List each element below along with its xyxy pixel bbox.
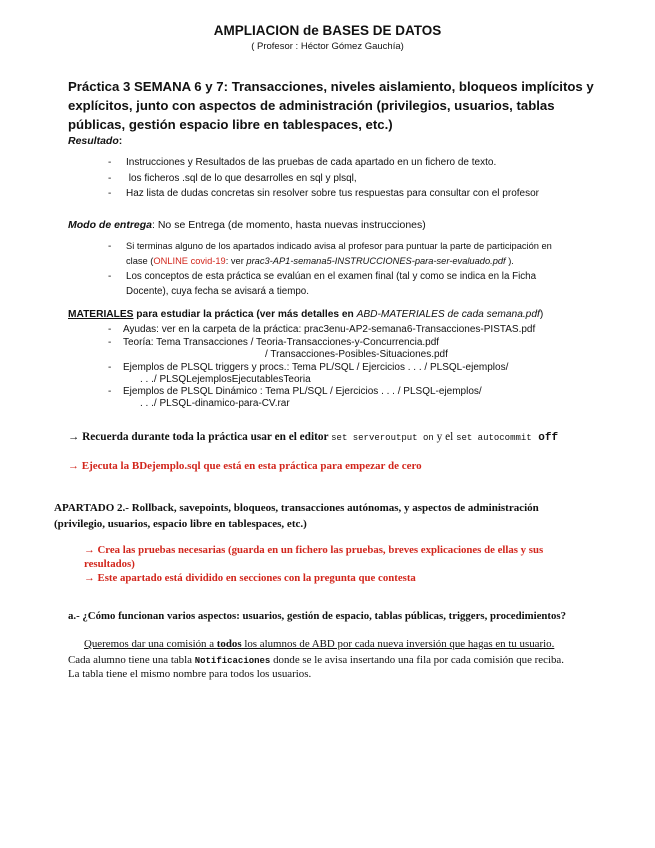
section-a-paragraph: Queremos dar una comisión a todos los alumnos de ABD por cada nueva inversión que hagas en tu usuario.	[84, 638, 555, 650]
practice-heading	[68, 77, 608, 134]
section-a-paragraph: Cada alumno tiene una tabla Notificaciones donde se le avisa insertando una fila por cada comisión que reciba.	[68, 654, 564, 666]
note-tests-cont: resultados)	[84, 558, 135, 570]
materiales-item-cont: / Transacciones-Posibles-Situaciones.pdf	[265, 349, 448, 360]
entrega-item: Los conceptos de esta práctica se evalúan en el examen final (tal y como se indica en la Ficha	[126, 271, 537, 282]
note-sections: → Este apartado está dividido en secciones con la pregunta que contesta	[84, 572, 416, 584]
bullet-dash: -	[108, 324, 112, 335]
resultado-item: los ficheros .sql de lo que desarrolles en sql y plsql,	[126, 173, 357, 184]
materiales-item: Teoría: Tema Transacciones / Teoria-Transacciones-y-Concurrencia.pdf	[123, 337, 440, 348]
section-a-question: a.- ¿Cómo funcionan varios aspectos: usuarios, gestión de espacio, tablas públicas, triggers, procedimientos?	[68, 610, 566, 622]
practice-heading-line: públicas, gestión espacio libre en tablespaces, etc.)	[68, 117, 393, 132]
materiales-item: Ejemplos de PLSQL Dinámico : Tema PL/SQL / Ejercicios . . . / PLSQL-ejemplos/	[123, 386, 482, 397]
bullet-dash: -	[108, 188, 112, 199]
bullet-dash: -	[108, 241, 112, 252]
document-title: AMPLIACION de BASES DE DATOS	[213, 23, 442, 38]
resultado-item: Instrucciones y Resultados de las pruebas de cada apartado en un fichero de texto.	[126, 157, 497, 168]
entrega-item: Si terminas alguno de los apartados indicado avisa al profesor para puntuar la parte de participación en	[126, 241, 552, 251]
materiales-heading: MATERIALES para estudiar la práctica (ver más detalles en ABD-MATERIALES de cada semana.pdf)	[68, 309, 544, 320]
note-tests: → Crea las pruebas necesarias (guarda en un fichero las pruebas, breves explicaciones de ellas y sus	[84, 544, 544, 556]
resultado-item: Haz lista de dudas concretas sin resolver sobre tus respuestas para consultar con el profesor	[126, 188, 539, 199]
document-subtitle: ( Profesor : Héctor Gómez Gauchía)	[251, 41, 404, 52]
editor-reminder: → Recuerda durante toda la práctica usar en el editor set serveroutput on y el set autocommit off	[68, 431, 559, 444]
entrega-item-cont: Docente), cuya fecha se avisará a tiempo.	[126, 286, 309, 297]
section-a-paragraph: La tabla tiene el mismo nombre para todos los usuarios.	[68, 668, 312, 680]
apartado-heading-cont: (privilegio, usuarios, espacio libre en tablespaces, etc.)	[54, 518, 307, 530]
bullet-dash: -	[108, 173, 112, 184]
bullet-dash: -	[108, 157, 112, 168]
bullet-dash: -	[108, 386, 112, 397]
run-script-note: → Ejecuta la BDejemplo.sql que está en esta práctica para empezar de cero	[68, 460, 422, 472]
bullet-dash: -	[108, 271, 112, 282]
materiales-item-cont: . . ./ PLSQLejemplosEjecutablesTeoria	[140, 374, 311, 385]
bullet-dash: -	[108, 337, 112, 348]
entrega-item-cont: clase (ONLINE covid-19: ver prac3-AP1-semana5-INSTRUCCIONES-para-ser-evaluado.pdf ).	[126, 256, 514, 266]
resultado-label: Resultado:	[68, 135, 123, 147]
entrega-line: Modo de entrega: No se Entrega (de momento, hasta nuevas instrucciones)	[68, 219, 426, 231]
apartado-heading: APARTADO 2.- Rollback, savepoints, bloqueos, transacciones autónomas, y aspectos de administración	[54, 502, 539, 514]
bullet-dash: -	[108, 362, 112, 373]
practice-heading-line: Práctica 3 SEMANA 6 y 7: Transacciones, niveles aislamiento, bloqueos implícitos y	[68, 79, 594, 94]
materiales-item: Ejemplos de PLSQL triggers y procs.: Tema PL/SQL / Ejercicios . . . / PLSQL-ejemplos/	[123, 362, 509, 373]
materiales-item-cont: . . ./ PLSQL-dinamico-para-CV.rar	[140, 398, 290, 409]
practice-heading-line: explícitos, junto con aspectos de administración (privilegios, usuarios, tablas	[68, 98, 555, 113]
materiales-item: Ayudas: ver en la carpeta de la práctica: prac3enu-AP2-semana6-Transacciones-PISTAS.pdf	[123, 324, 536, 335]
